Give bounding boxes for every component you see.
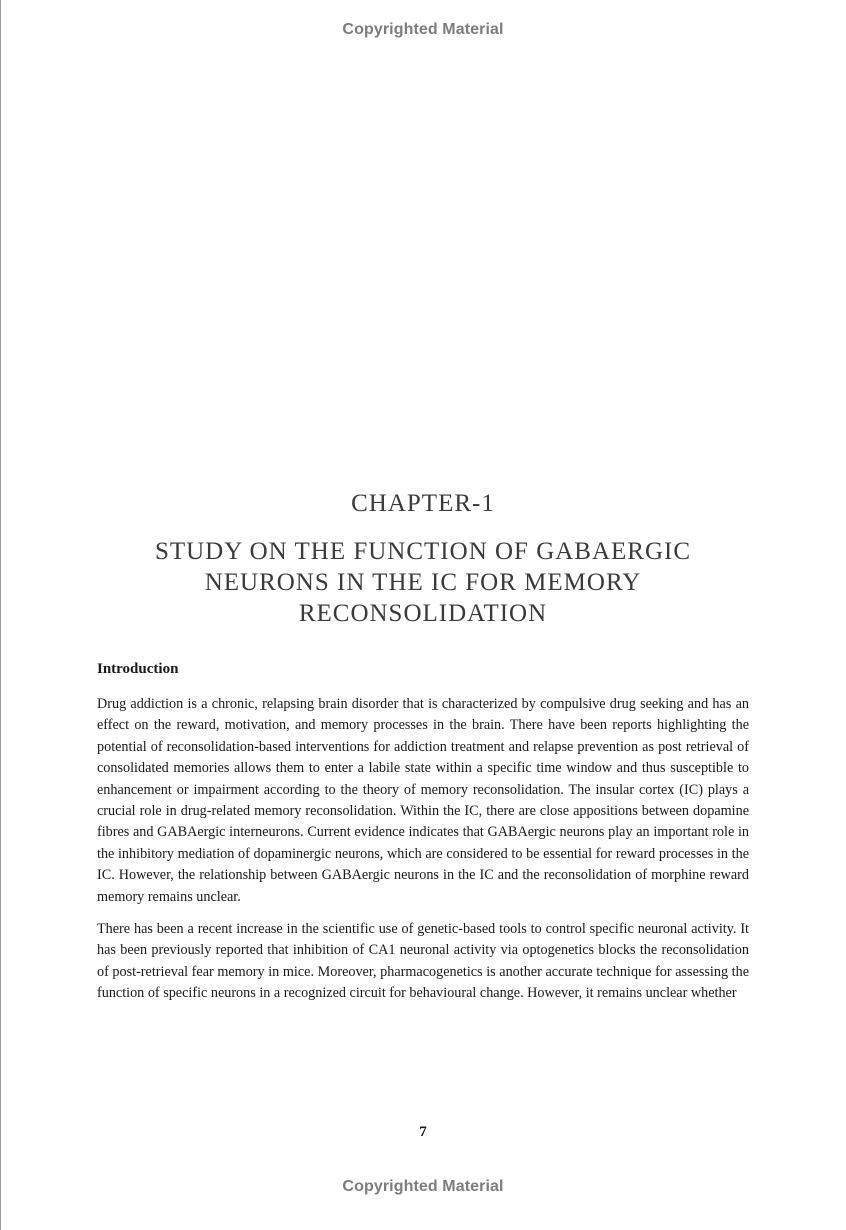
body-text: [97, 694, 749, 1016]
paragraph-1: Drug addiction is a chronic, relapsing brain disorder that is characterized by compulsive drug seeking and has an effect on the reward, motivation, and memory processes in the brain. There have been reports highlighting the potential of reconsolidation-based interventions for addiction treatment and relapse prevention as post retrieval of consolidated memories allows them to enter a labile state within a specific time window and thus susceptible to enhancement or impairment according to the theory of memory reconsolidation. The insular cortex (IC) plays a crucial role in drug-related memory reconsolidation. Within the IC, there are close appositions between dopamine fibres and GABAergic interneurons. Current evidence indicates that GABAergic neurons play an important role in the inhibitory mediation of dopaminergic neurons, which are considered to be essential for reward processes in the IC. However, the relationship between GABAergic neurons in the IC and the reconsolidation of morphine reward memory remains unclear.: [97, 696, 749, 905]
page-number: 7: [419, 1124, 427, 1140]
watermark-top: Copyrighted Material: [342, 21, 504, 38]
watermark-bottom: Copyrighted Material: [342, 1178, 504, 1195]
paragraph-2: There has been a recent increase in the scientific use of genetic-based tools to control specific neuronal activity. It has been previously reported that inhibition of CA1 neuronal activity via optogenetics blocks the reconsolidation of post-retrieval fear memory in mice. Moreover, pharmacogenetics is another accurate technique for assessing the function of specific neurons in a recognized circuit for behavioural change. However, it remains unclear whether: [97, 921, 749, 1002]
page-edge-rule: [0, 0, 1, 1230]
chapter-label: CHAPTER-1: [351, 490, 495, 517]
chapter-title: STUDY ON THE FUNCTION OF GABAERGIC NEURONS IN THE IC FOR MEMORY RECONSOLIDATION: [154, 538, 692, 627]
section-heading: Introduction: [97, 661, 179, 677]
